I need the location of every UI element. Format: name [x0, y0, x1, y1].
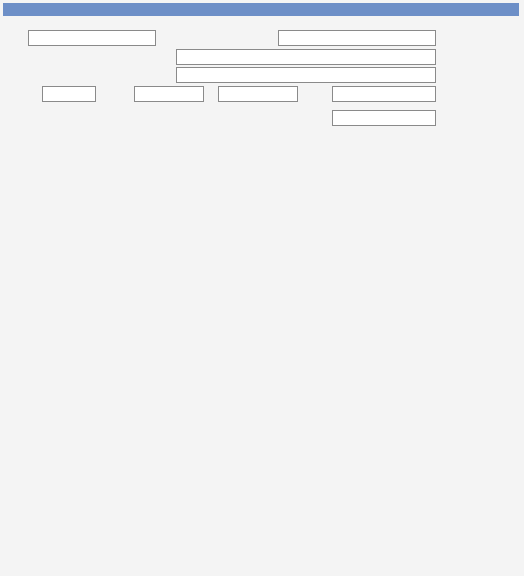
deadline-time-field[interactable] [218, 86, 298, 102]
announce-field[interactable] [28, 30, 156, 46]
remaining-time-field[interactable] [42, 86, 96, 102]
page-title [3, 3, 519, 16]
deadline-date-field[interactable] [332, 86, 436, 102]
days-left-field[interactable] [134, 86, 204, 102]
creator-field[interactable] [176, 67, 436, 83]
need-number-field[interactable] [278, 30, 436, 46]
buyer-field[interactable] [176, 49, 436, 65]
validity-date-field[interactable] [332, 110, 436, 126]
